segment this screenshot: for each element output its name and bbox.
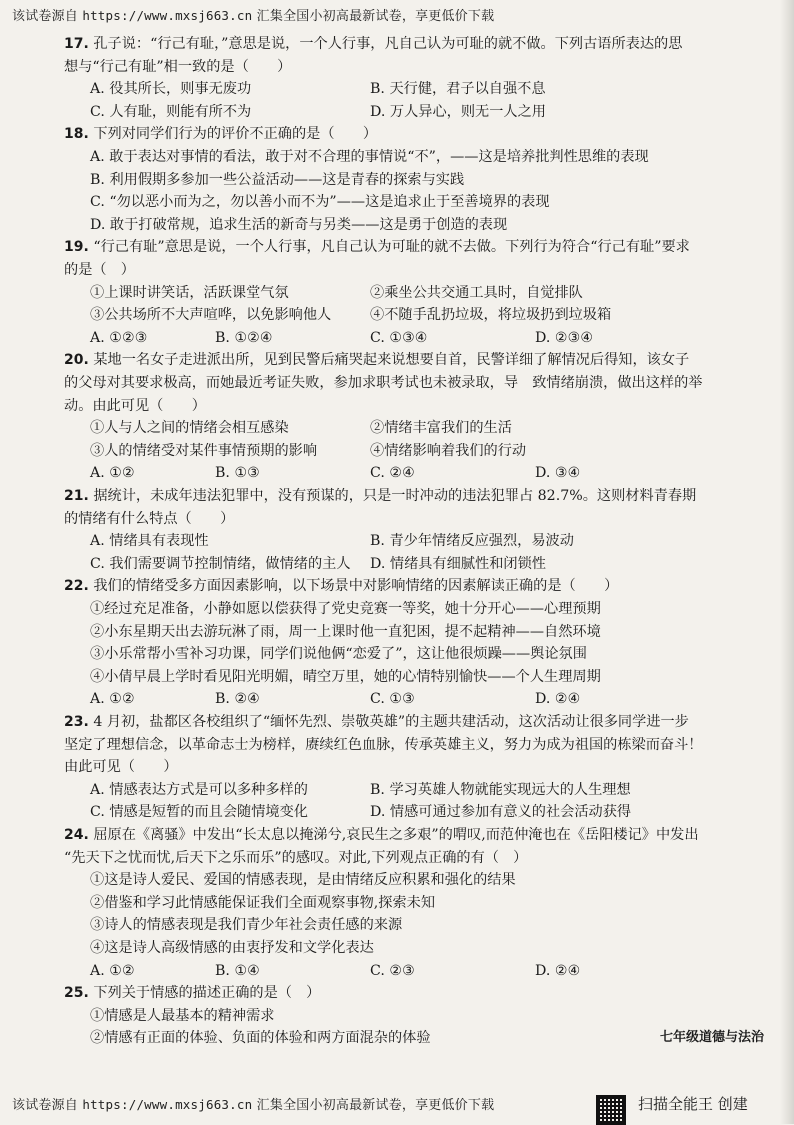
question-stem-line: “先天下之忧而忧,后天下之乐而乐”的感叹。对此,下列观点正确的有（ ） — [64, 849, 528, 866]
question-stem-text: “行己有耻”意思是说，一个人行事，凡自己认为可耻的就不去做。下列行为符合“行己有耻”要求 — [88, 239, 690, 256]
answer-option: ①上课时讲笑话，活跃课堂气氛 — [90, 284, 289, 301]
answer-option: D. ②④ — [535, 962, 581, 979]
question-stem-line — [64, 486, 696, 506]
question-stem-line: 的是（ ） — [64, 262, 135, 278]
question-number: 25. — [64, 985, 89, 1002]
answer-option: ②情感有正面的体验、负面的体验和两方面混杂的体验 — [90, 1030, 431, 1047]
question-stem-line: 想与“行己有耻”相一致的是（ ） — [64, 58, 292, 75]
answer-option: C. ①③ — [370, 691, 415, 708]
answer-option: A. ①② — [90, 465, 135, 482]
answer-option: ③小乐常帮小雪补习功课，同学们说他俩“恋爱了”，这让他很烦躁——舆论氛围 — [90, 646, 587, 663]
question-stem-line — [64, 576, 618, 596]
question-stem-text: 孔子说：“行己有耻，”意思是说，一个人行事，凡自己认为可耻的就不做。下列古语所表达的思 — [88, 36, 683, 52]
question-stem-line — [64, 825, 699, 845]
source-banner-top — [12, 5, 494, 24]
banner-prefix: 该试卷源自 — [12, 9, 79, 24]
answer-option: ①这是诗人爱民、爱国的情感表现，是由情绪反应积累和强化的结果 — [90, 872, 516, 889]
answer-option: C. “勿以恶小而为之，勿以善小而不为”——这是追求止于至善境界的表现 — [90, 194, 550, 211]
question-number: 19. — [64, 239, 89, 256]
question-stem-text: 某地一名女子走进派出所，见到民警后痛哭起来说想要自首，民警详细了解情况后得知，该女子 — [88, 352, 690, 369]
question-stem-text: 下列对同学们行为的评价不正确的是（ ） — [88, 126, 378, 143]
answer-option: D. 情绪具有细腻性和闭锁性 — [370, 555, 546, 572]
question-stem-line: 的情绪有什么特点（ ） — [64, 510, 235, 527]
answer-option: C. ②③ — [370, 962, 415, 979]
question-number: 23. — [64, 714, 89, 730]
answer-option: A. ①② — [90, 691, 135, 708]
banner-prefix: 该试卷源自 — [12, 1098, 79, 1113]
answer-option: B. ①③ — [215, 465, 260, 482]
question-stem-line — [64, 350, 689, 370]
answer-option: B. 利用假期多参加一些公益活动——这是青春的探索与实践 — [90, 171, 465, 188]
question-number: 21. — [64, 488, 89, 504]
answer-option: C. ①③④ — [370, 329, 428, 346]
question-stem-text: 下列关于情感的描述正确的是（ ） — [88, 985, 321, 1002]
answer-option: B. 青少年情绪反应强烈，易波动 — [370, 533, 574, 550]
answer-option: B. ①②④ — [215, 329, 273, 346]
banner-url[interactable]: https://www.mxsj663.cn — [82, 8, 253, 23]
answer-option: ①经过充足准备，小静如愿以偿获得了党史竞赛一等奖，她十分开心——心理预期 — [90, 601, 601, 617]
answer-option: ③诗人的情感表现是我们青少年社会责任感的来源 — [90, 917, 403, 934]
answer-option: A. ①② — [90, 962, 135, 979]
question-stem-line — [64, 124, 377, 144]
page-edge-shadow — [780, 0, 794, 1124]
question-stem-line — [64, 237, 690, 257]
question-stem-line: 的父母对其要求极高，而她最近考证失败，参加求职考试也未被录取，导 致情绪崩溃，做出这样的举 — [64, 375, 703, 391]
banner-url[interactable]: https://www.mxsj663.cn — [82, 1097, 253, 1112]
answer-option: A. 情绪具有表现性 — [90, 533, 209, 550]
question-number: 22. — [64, 578, 89, 595]
answer-option: B. 天行健，君子以自强不息 — [370, 81, 546, 98]
question-stem-line: 由此可见（ ） — [64, 759, 178, 776]
answer-option: A. ①②③ — [90, 329, 148, 346]
banner-suffix: 汇集全国小初高最新试卷，享更低价下载 — [256, 9, 495, 24]
subject-footer: 七年级道德与法治 — [660, 1030, 765, 1045]
answer-option: ④不随手乱扔垃圾，将垃圾扔到垃圾箱 — [370, 307, 612, 324]
answer-option: D. ②③④ — [535, 329, 594, 346]
question-stem-line — [64, 983, 320, 1003]
scanner-watermark: 扫描全能王 创建 — [638, 1095, 748, 1113]
answer-option: ③公共场所不大声喧哗，以免影响他人 — [90, 307, 332, 324]
question-stem-line: 动。由此可见（ ） — [64, 397, 206, 414]
question-number: 24. — [64, 827, 89, 843]
answer-option: B. 学习英雄人物就能实现远大的人生理想 — [370, 781, 631, 798]
answer-option: ①人与人之间的情绪会相互感染 — [90, 420, 289, 437]
answer-option: C. 我们需要调节控制情绪，做情绪的主人 — [90, 555, 351, 572]
answer-option: B. ②④ — [215, 691, 260, 708]
answer-option: A. 敢于表达对事情的看法，敢于对不合理的事情说“不”，——这是培养批判性思维的表现 — [90, 149, 649, 165]
answer-option: A. 情感表达方式是可以多种多样的 — [90, 781, 308, 798]
source-banner-bottom — [12, 1094, 494, 1113]
answer-option: D. 万人异心，则无一人之用 — [370, 103, 546, 120]
question-stem-line — [64, 34, 682, 54]
qr-code-icon — [596, 1095, 626, 1125]
answer-option: C. 情感是短暂的而且会随情境变化 — [90, 804, 308, 821]
question-stem-line — [64, 712, 689, 732]
answer-option: D. 情感可通过参加有意义的社会活动获得 — [370, 804, 632, 821]
answer-option: A. 役其所长，则事无废功 — [90, 81, 252, 98]
question-stem-text: 我们的情绪受多方面因素影响，以下场景中对影响情绪的因素解读正确的是（ ） — [88, 578, 619, 595]
answer-option: ④小倩早晨上学时看见阳光明媚，晴空万里，她的心情特别愉快——个人生理周期 — [90, 668, 601, 685]
question-stem-text: 屈原在《离骚》中发出“长太息以掩涕兮,哀民生之多艰”的喟叹,而范仲淹也在《岳阳楼记》中发出 — [88, 827, 699, 843]
answer-option: D. ②④ — [535, 691, 581, 708]
question-number: 17. — [64, 36, 89, 52]
answer-option: ②情绪丰富我们的生活 — [370, 420, 512, 437]
answer-option: C. 人有耻，则能有所不为 — [90, 103, 252, 120]
answer-option: ①情感是人最基本的精神需求 — [90, 1007, 275, 1024]
question-number: 18. — [64, 126, 89, 143]
question-number: 20. — [64, 352, 89, 369]
answer-option: ④这是诗人高级情感的由衷抒发和文学化表达 — [90, 940, 374, 956]
answer-option: ④情绪影响着我们的行动 — [370, 442, 527, 459]
answer-option: B. ①④ — [215, 962, 260, 979]
banner-suffix: 汇集全国小初高最新试卷，享更低价下载 — [256, 1098, 495, 1113]
answer-option: ②乘坐公共交通工具时，自觉排队 — [370, 284, 583, 301]
answer-option: ③人的情绪受对某件事情预期的影响 — [90, 442, 318, 459]
answer-option: C. ②④ — [370, 465, 415, 482]
answer-option: ②借鉴和学习此情感能保证我们全面观察事物,探索未知 — [90, 894, 436, 911]
answer-option: D. 敢于打破常规，追求生活的新奇与另类——这是勇于创造的表现 — [90, 216, 508, 233]
answer-option: D. ③④ — [535, 465, 581, 482]
question-stem-text: 4 月初，盐都区各校组织了“缅怀先烈、崇敬英雄”的主题共建活动，这次活动让很多同学进一步 — [88, 714, 689, 730]
question-stem-line: 坚定了理想信念，以革命志士为榜样，赓续红色血脉，传承英雄主义，努力为成为祖国的栋梁而奋斗！ — [64, 736, 703, 753]
answer-option: ②小东星期天出去游玩淋了雨，周一上课时他一直犯困，提不起精神——自然环境 — [90, 623, 601, 640]
question-stem-text: 据统计，未成年违法犯罪中，没有预谋的，只是一时冲动的违法犯罪占 82.7%。这则材料青春期 — [88, 488, 697, 504]
